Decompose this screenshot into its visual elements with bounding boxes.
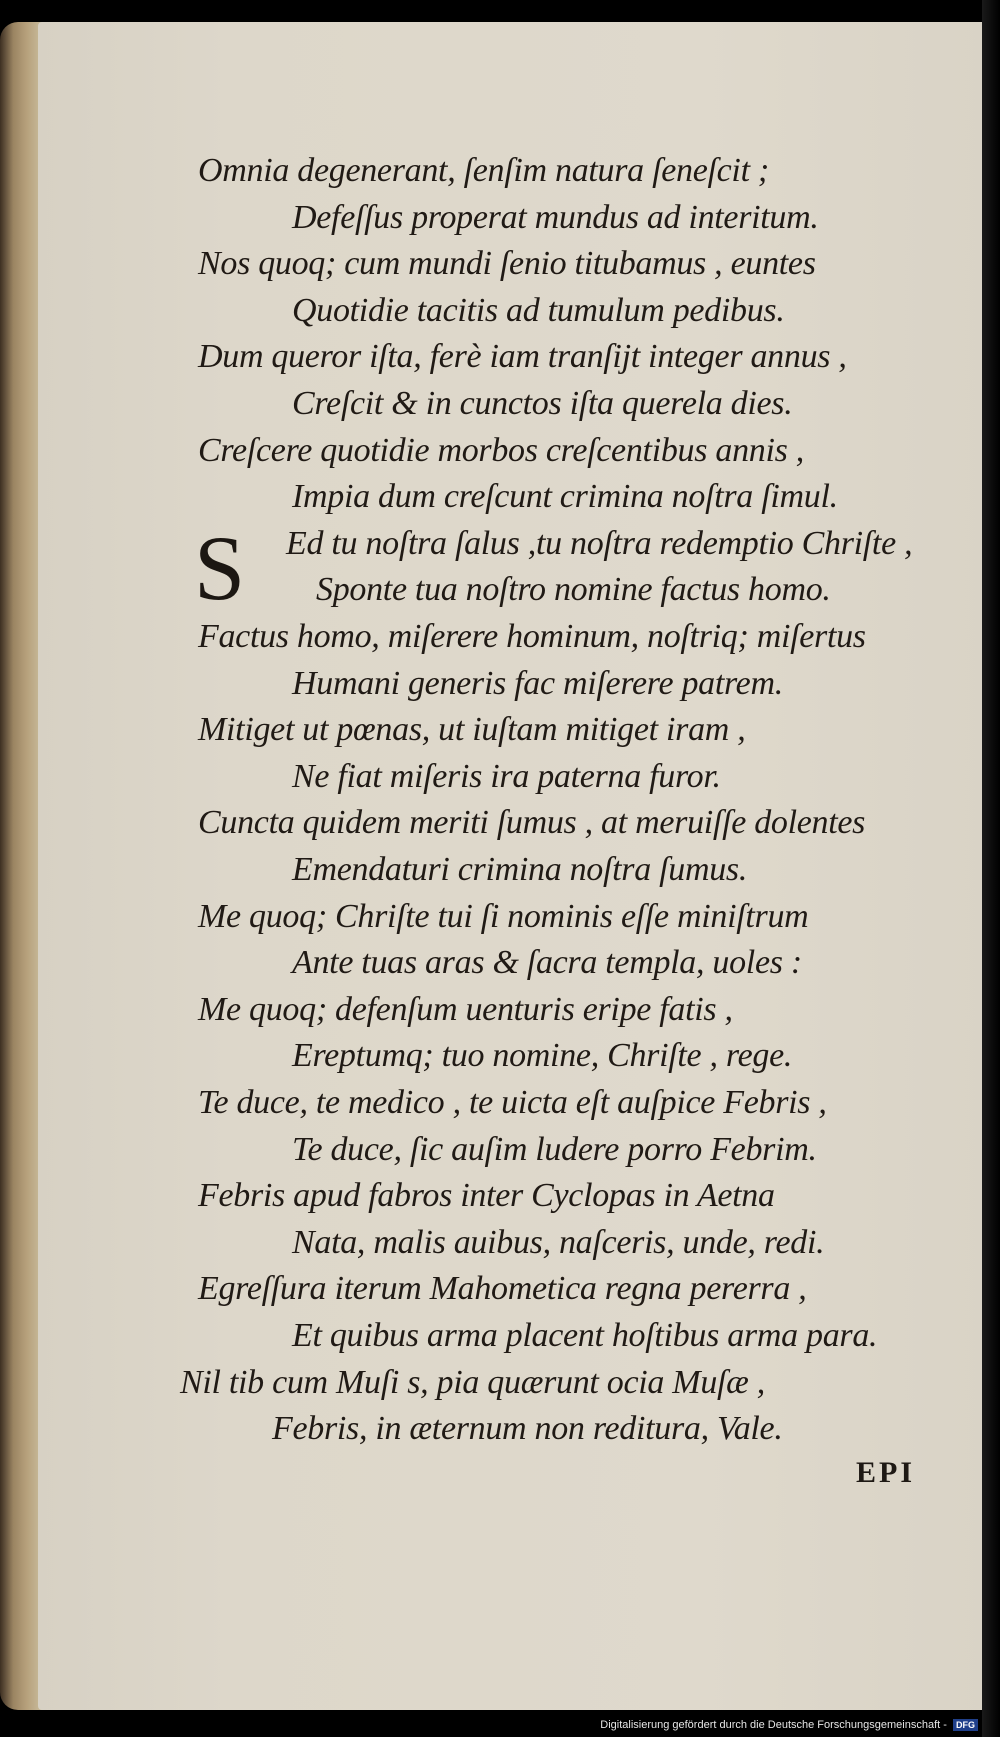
poem-line: Sponte tua noſtro nomine factus homo. xyxy=(316,571,831,609)
poem-line: Nil tib cum Muſi s, pia quærunt ocia Muſæ , xyxy=(180,1363,765,1401)
poem-line: Me quoq; defenſum uenturis eripe fatis , xyxy=(198,990,733,1028)
poem-line: Dum queror iſta, ferè iam tranſijt integer annus , xyxy=(198,338,847,376)
poem-line: Febris apud fabros inter Cyclopas in Aetna xyxy=(198,1177,775,1215)
poem-line: Ne fiat miſeris ira paterna furor. xyxy=(292,757,721,795)
poem-line: Nos quoq; cum mundi ſenio titubamus , euntes xyxy=(198,245,816,283)
poem-line: Ed tu noſtra ſalus ,tu noſtra redemptio Chriſte , xyxy=(286,524,913,562)
dfg-logo: DFG xyxy=(953,1719,978,1731)
poem-line: Quotidie tacitis ad tumulum pedibus. xyxy=(292,291,785,329)
poem-line: Mitiget ut pœnas, ut iuſtam mitiget iram , xyxy=(198,711,746,749)
poem-line: Ante tuas aras & ſacra templa, uoles : xyxy=(292,944,802,982)
poem-line: Te duce, te medico , te uicta eſt auſpice Febris , xyxy=(198,1084,827,1121)
page-shadow xyxy=(982,0,1000,1737)
poem-line: Et quibus arma placent hoſtibus arma para. xyxy=(292,1317,878,1354)
poem-line: Egreſſura iterum Mahometica regna pererra , xyxy=(198,1270,807,1308)
poem-line: Cuncta quidem meriti ſumus , at meruiſſe dolentes xyxy=(198,804,866,842)
catchword: EPI xyxy=(856,1456,916,1489)
poem-line: Creſcit & in cunctos iſta querela dies. xyxy=(292,385,793,422)
poem-line: Te duce, ſic auſim ludere porro Febrim. xyxy=(292,1130,817,1168)
poem-line: Nata, malis auibus, naſceris, unde, redi. xyxy=(292,1223,825,1261)
poem-line: Humani generis fac miſerere patrem. xyxy=(292,664,783,702)
poem-line: Ereptumq; tuo nomine, Chriſte , rege. xyxy=(292,1037,793,1075)
poem-line: Creſcere quotidie morbos creſcentibus annis , xyxy=(198,431,804,469)
poem-line: Impia dum creſcunt crimina noſtra ſimul. xyxy=(292,478,838,516)
poem-line: Factus homo, miſerere hominum, noſtriq; miſertus xyxy=(198,618,866,655)
poem-line: Omnia degenerant, ſenſim natura ſeneſcit ; xyxy=(198,152,769,189)
poem-line: Me quoq; Chriſte tui ſi nominis eſſe miniſtrum xyxy=(198,897,809,935)
poem-line: Febris, in æternum non reditura, Vale. xyxy=(272,1410,783,1448)
poem-line: Emendaturi crimina noſtra ſumus. xyxy=(292,851,748,888)
drop-initial: S xyxy=(194,517,246,619)
poem-line: Defeſſus properat mundus ad interitum. xyxy=(292,198,819,236)
digitization-footer xyxy=(600,1719,978,1731)
footer-text: Digitalisierung gefördert durch die Deutsche Forschungsgemeinschaft - xyxy=(600,1718,947,1731)
